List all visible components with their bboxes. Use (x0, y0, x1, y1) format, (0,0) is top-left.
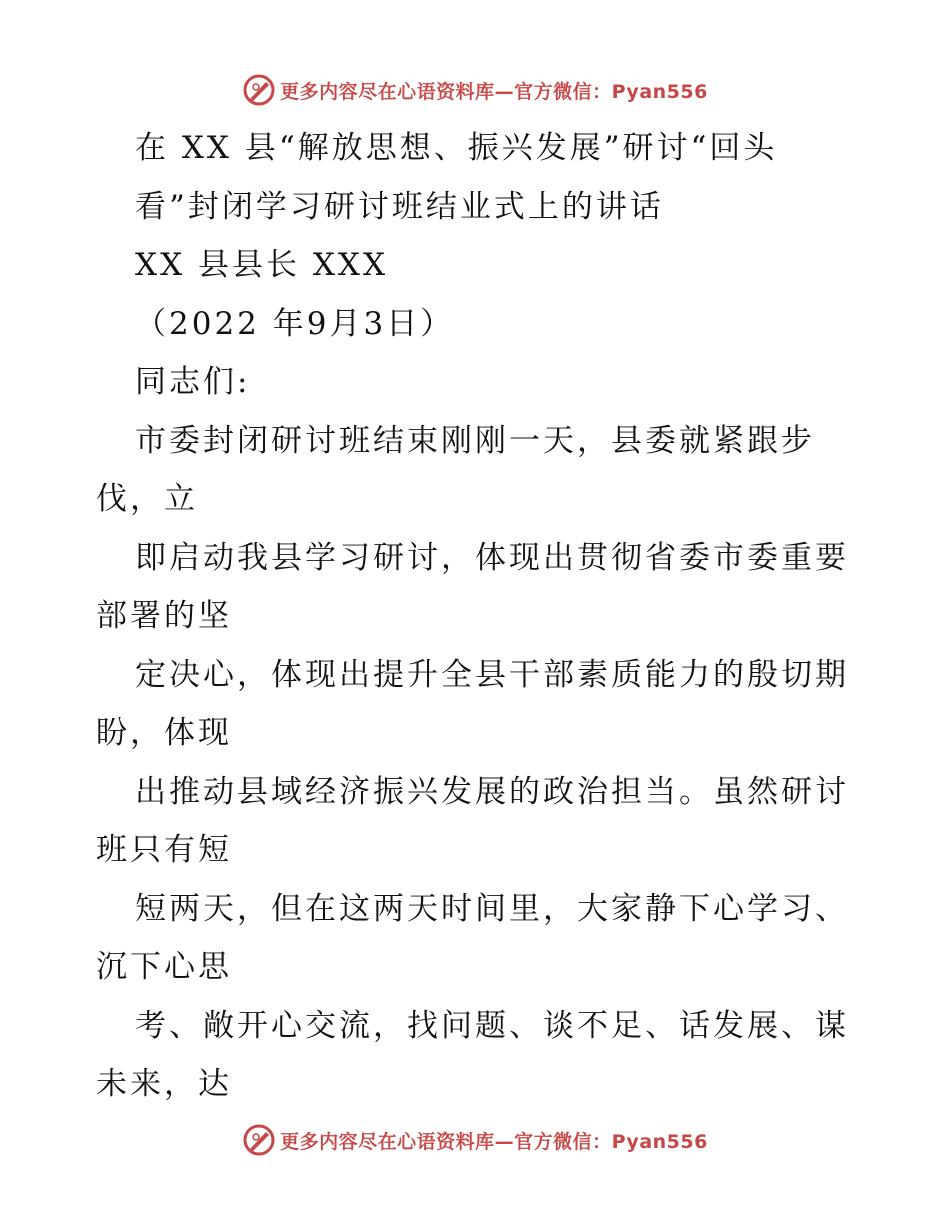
date-line: （2022 年9月3日） (135, 305, 455, 342)
body-line: 短两天，但在这两天时间里，大家静下心学习、 (135, 890, 849, 927)
body-line: 出推动县域经济振兴发展的政治担当。虽然研讨 (135, 773, 849, 810)
watermark-banner-bottom (0, 1120, 950, 1160)
body-line: 即启动我县学习研讨，体现出贯彻省委市委重要 (135, 539, 849, 576)
body-line: 盼，体现 (96, 715, 232, 751)
body-line: 市委封闭研讨班结束刚刚一天，县委就紧跟步 (135, 422, 815, 459)
quill-seal-icon (242, 1123, 276, 1157)
body-line: 沉下心思 (96, 949, 232, 985)
speaker-line: XX 县县长 XXX (135, 247, 389, 283)
quill-seal-icon (242, 73, 276, 107)
body-line: 伐，立 (96, 481, 198, 517)
body-line: 考、敞开心交流，找问题、谈不足、话发展、谋 (135, 1007, 849, 1044)
body-line: 定决心，体现出提升全县干部素质能力的殷切期 (135, 656, 849, 693)
watermark-text: 更多内容尽在心语资料库—官方微信：Pyan556 (280, 80, 708, 103)
body-line: 班只有短 (96, 832, 232, 868)
document-body (96, 119, 866, 1114)
title-line-1: 在 XX 县“解放思想、振兴发展”研讨“回头 (135, 130, 778, 166)
title-line-2: 看”封闭学习研讨班结业式上的讲话 (135, 188, 664, 225)
body-line: 部署的坚 (96, 598, 232, 634)
salutation-line: 同志们: (135, 364, 251, 400)
watermark-text: 更多内容尽在心语资料库—官方微信：Pyan556 (280, 1130, 708, 1153)
body-line: 未来，达 (96, 1066, 232, 1102)
watermark-banner-top (0, 70, 950, 110)
